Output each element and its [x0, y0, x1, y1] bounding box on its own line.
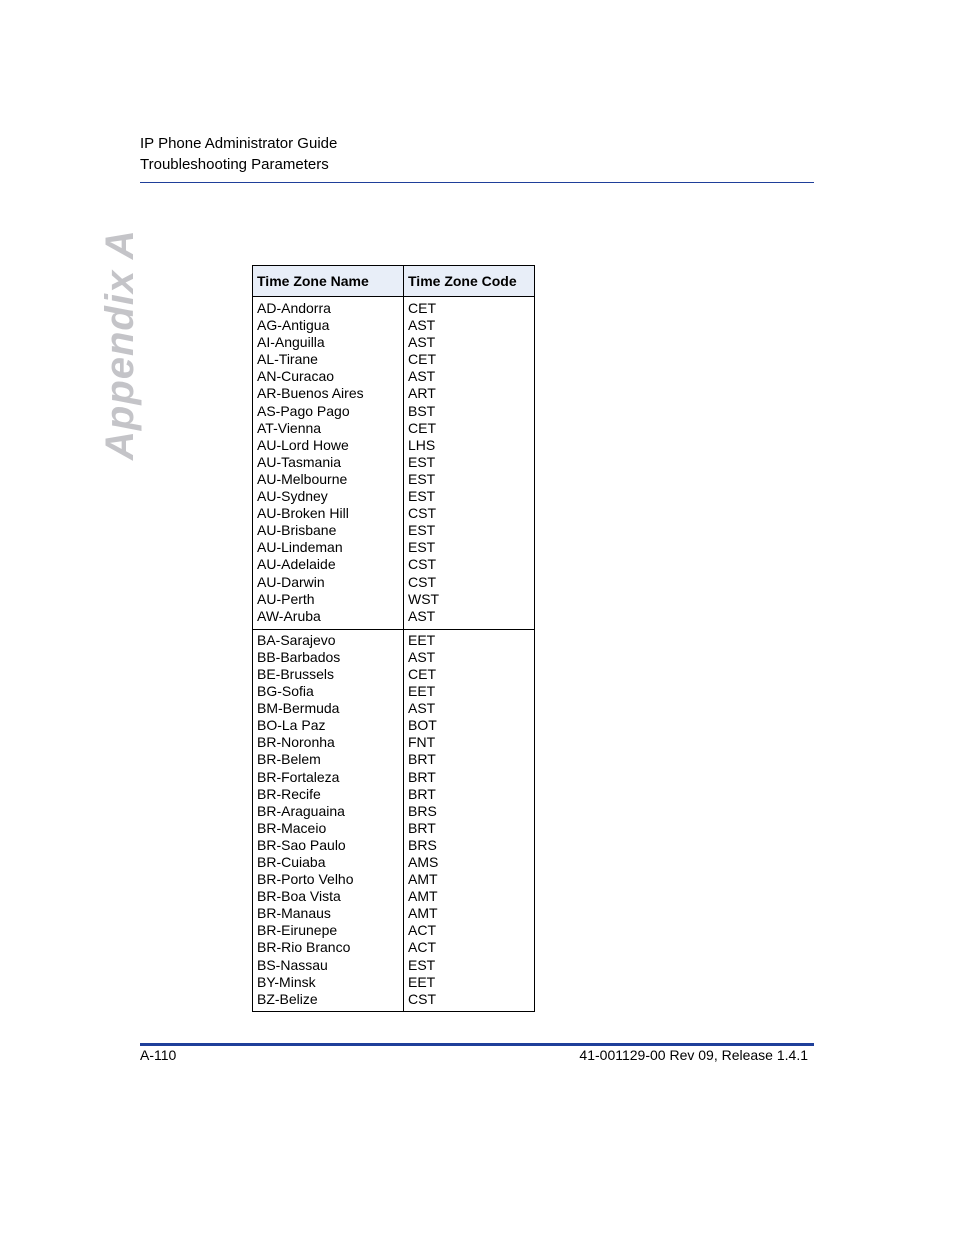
time-zone-code: BRT: [408, 785, 436, 802]
header-divider: [140, 182, 814, 183]
time-zone-name: AS-Pago Pago: [257, 402, 350, 419]
time-zone-code: CET: [408, 419, 436, 436]
time-zone-name: BR-Belem: [257, 751, 321, 768]
time-zone-code: AST: [408, 368, 436, 385]
document-title: IP Phone Administrator Guide: [140, 135, 338, 152]
time-zone-code: LHS: [408, 436, 436, 453]
page-number: A-110: [140, 1047, 177, 1063]
time-zone-code: AMS: [408, 854, 439, 870]
time-zone-code: EET: [408, 973, 436, 990]
time-zone-code: BRT: [408, 819, 436, 836]
time-zone-name-cell: [253, 629, 404, 1011]
time-zone-name: BR-Noronha: [257, 734, 335, 751]
time-zone-code: CET: [408, 665, 436, 682]
column-header-name: Time Zone Name: [253, 266, 404, 297]
time-zone-code: BOT: [408, 717, 437, 734]
time-zone-name: BR-Araguaina: [257, 802, 345, 819]
time-zone-name: BM-Bermuda: [257, 700, 340, 717]
time-zone-name: AU-Darwin: [257, 573, 325, 590]
time-zone-name: BG-Sofia: [257, 683, 314, 700]
time-zone-code-cell: [404, 629, 535, 1011]
time-zone-code: CST: [408, 505, 436, 522]
time-zone-name: AU-Melbourne: [257, 470, 348, 487]
time-zone-name: AU-Lindeman: [257, 539, 343, 556]
time-zone-name: AI-Anguilla: [257, 334, 325, 351]
time-zone-name: AR-Buenos Aires: [257, 385, 364, 402]
time-zone-code: EET: [408, 631, 436, 648]
time-zone-code: AMT: [408, 871, 438, 888]
time-zone-name: BA-Sarajevo: [257, 631, 336, 648]
time-zone-code: EST: [408, 453, 436, 470]
time-zone-code: BST: [408, 402, 436, 419]
time-zone-code: BRT: [408, 768, 436, 785]
time-zone-name: BB-Barbados: [257, 648, 341, 665]
footer-divider: [140, 1043, 814, 1046]
time-zone-name: BR-Eirunepe: [257, 922, 338, 939]
time-zone-name: BR-Fortaleza: [257, 768, 340, 785]
appendix-side-label: Appendix A: [98, 229, 142, 460]
time-zone-code: AST: [408, 607, 436, 624]
time-zone-name: AW-Aruba: [257, 607, 321, 624]
time-zone-code: AMT: [408, 905, 438, 922]
time-zone-code: BRS: [408, 802, 437, 819]
time-zone-code: EST: [408, 956, 436, 973]
time-zone-name: BE-Brussels: [257, 665, 335, 682]
time-zone-code: AST: [408, 648, 436, 665]
time-zone-code: EST: [408, 488, 436, 505]
time-zone-name: AU-Brisbane: [257, 522, 337, 539]
time-zone-code: EET: [408, 683, 436, 700]
time-zone-code: ACT: [408, 922, 436, 939]
table-header-row: [253, 266, 535, 297]
time-zone-name: BR-Recife: [257, 785, 321, 802]
time-zone-name: AN-Curacao: [257, 368, 335, 385]
time-zone-name: BO-La Paz: [257, 717, 326, 734]
time-zone-name: AU-Tasmania: [257, 453, 342, 470]
time-zone-name: BR-Manaus: [257, 905, 331, 922]
document-id: 41-001129-00 Rev 09, Release 1.4.1: [579, 1047, 808, 1063]
time-zone-code: BRT: [408, 751, 436, 768]
time-zone-name: BR-Sao Paulo: [257, 836, 346, 853]
time-zone-code: WST: [408, 590, 440, 607]
time-zone-name: AU-Sydney: [257, 488, 328, 505]
time-zone-code-cell: [404, 297, 535, 630]
table-body: [253, 297, 535, 1012]
time-zone-name: AG-Antigua: [257, 317, 330, 334]
time-zone-name-cell: [253, 297, 404, 630]
time-zone-name: AU-Adelaide: [257, 556, 336, 573]
table-row-group: [253, 297, 535, 630]
time-zone-name: AU-Perth: [257, 590, 315, 607]
time-zone-code: CET: [408, 351, 436, 368]
time-zone-code: ART: [408, 385, 436, 402]
time-zone-name: AU-Broken Hill: [257, 505, 349, 522]
table-row-group: [253, 629, 535, 1011]
time-zone-name: AL-Tirane: [257, 351, 318, 368]
time-zone-name: BZ-Belize: [257, 990, 318, 1007]
time-zone-code: FNT: [408, 734, 436, 751]
time-zone-code: EST: [408, 522, 436, 539]
time-zone-name: BR-Boa Vista: [257, 888, 341, 905]
time-zone-name: BR-Cuiaba: [257, 854, 326, 870]
section-title: Troubleshooting Parameters: [140, 156, 329, 173]
time-zone-code: CST: [408, 556, 436, 573]
time-zone-code: BRS: [408, 836, 437, 853]
time-zone-name: AU-Lord Howe: [257, 436, 349, 453]
time-zone-name: BY-Minsk: [257, 973, 316, 990]
time-zone-code: AST: [408, 700, 436, 717]
column-header-code: Time Zone Code: [404, 266, 535, 297]
time-zone-name: BR-Rio Branco: [257, 939, 351, 956]
time-zone-table: [252, 265, 535, 1012]
time-zone-name: AT-Vienna: [257, 419, 322, 436]
time-zone-code: EST: [408, 470, 436, 487]
time-zone-code: EST: [408, 539, 436, 556]
time-zone-code: CST: [408, 573, 436, 590]
time-zone-code: CST: [408, 990, 436, 1007]
time-zone-code: CET: [408, 300, 436, 316]
time-zone-name: BR-Porto Velho: [257, 871, 354, 888]
time-zone-code: AMT: [408, 888, 438, 905]
time-zone-code: ACT: [408, 939, 436, 956]
time-zone-name: AD-Andorra: [257, 300, 331, 316]
time-zone-name: BS-Nassau: [257, 956, 328, 973]
time-zone-code: AST: [408, 317, 436, 334]
time-zone-name: BR-Maceio: [257, 819, 327, 836]
time-zone-code: AST: [408, 334, 436, 351]
